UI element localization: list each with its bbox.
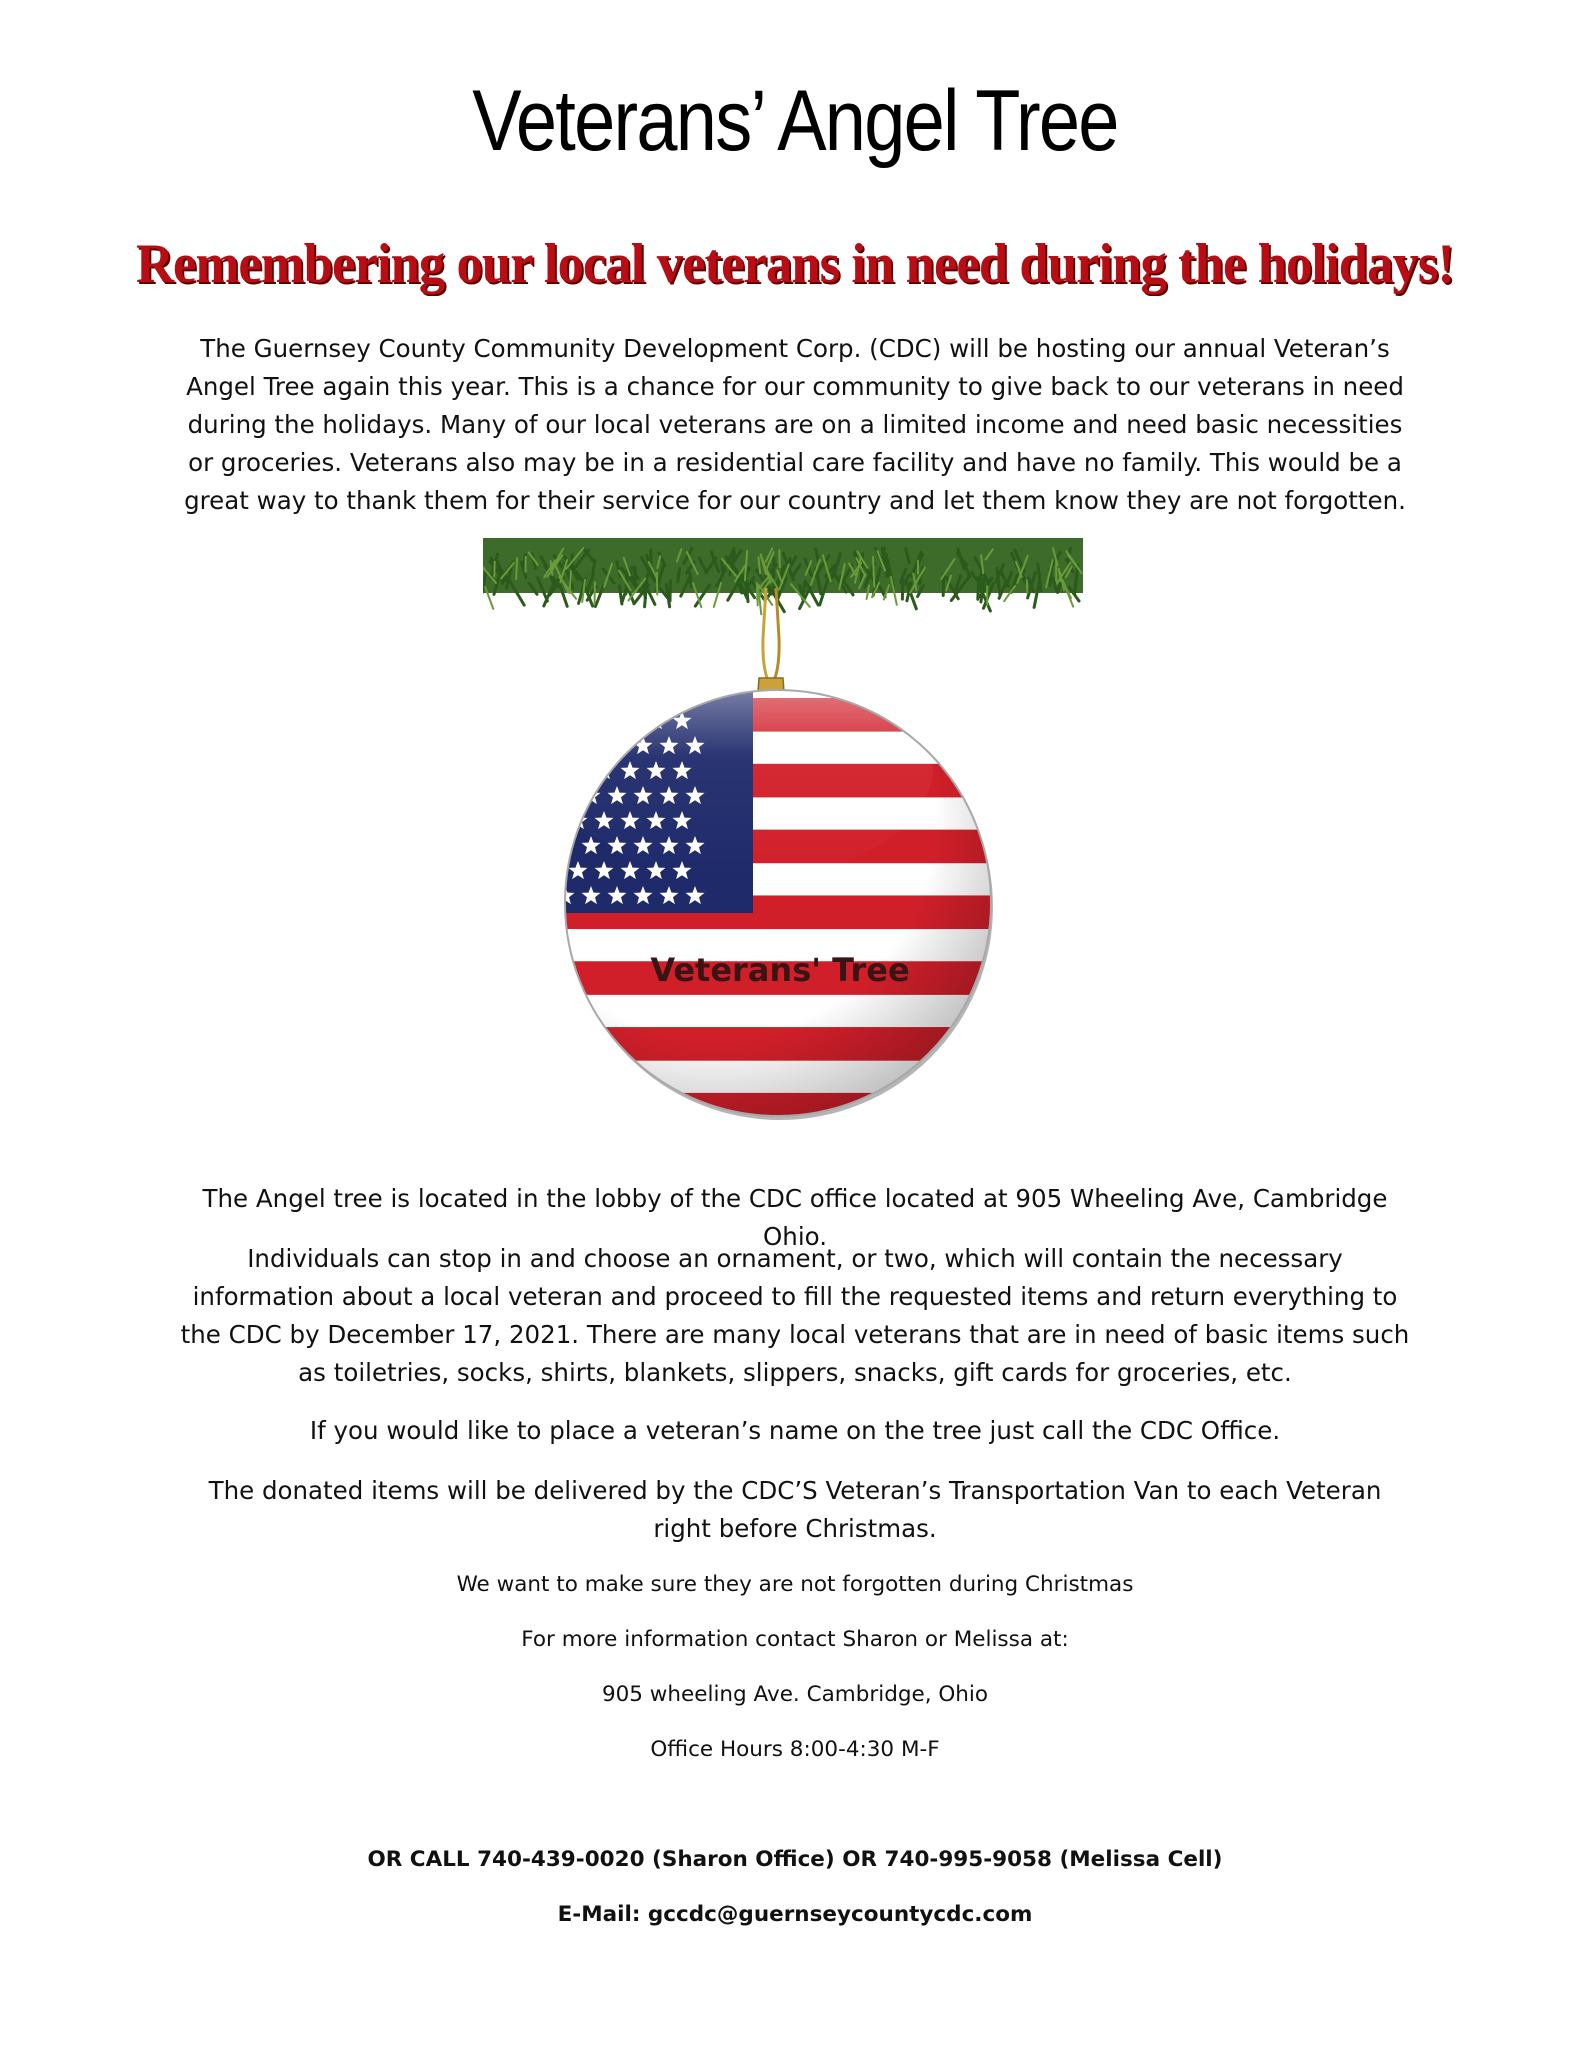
flag-star <box>621 711 640 729</box>
flag-star <box>634 686 653 704</box>
flag-star <box>582 686 601 704</box>
not-forgotten-line: We want to make sure they are not forgotten during Christmas <box>456 1572 1134 1597</box>
ornament-illustration <box>483 538 1083 1128</box>
flag-star <box>595 711 614 729</box>
page-title: Veterans’ Angel Tree <box>472 73 1118 169</box>
flag-star <box>556 786 575 804</box>
address-line: 905 wheeling Ave. Cambridge, Ohio <box>601 1682 989 1707</box>
instructions-paragraph: Individuals can stop in and choose an ornament, or two, which will contain the necessary information about a local veteran and proceed to fill the requested items and return everything to the CDC by December 17, 2021. There are many local veterans that are in need of basic items such as toiletries, socks, shirts, blankets, slippers, snacks, gift cards for groceries, etc. <box>180 1244 1410 1387</box>
ornament-label: Veterans' Tree <box>650 951 910 989</box>
call-line: OR CALL 740-439-0020 (Sharon Office) OR 740-995-9058 (Melissa Cell) <box>367 1847 1223 1872</box>
office-hours-line: Office Hours 8:00-4:30 M-F <box>650 1737 940 1762</box>
flag-star <box>608 686 627 704</box>
flag-star <box>686 686 705 704</box>
flag-star <box>556 686 575 704</box>
flag-star <box>569 711 588 729</box>
page-subtitle: Remembering our local veterans in need during the holidays! <box>135 233 1455 295</box>
place-name-paragraph: If you would like to place a veteran’s name on the tree just call the CDC Office. <box>309 1416 1281 1445</box>
flag-star <box>582 736 601 754</box>
more-info-line: For more information contact Sharon or Melissa at: <box>521 1627 1069 1652</box>
location-paragraph: The Angel tree is located in the lobby of the CDC office located at 905 Wheeling Ave, Cambridge Ohio. <box>202 1184 1388 1251</box>
intro-paragraph: The Guernsey County Community Development Corp. (CDC) will be hosting our annual Veteran’s Angel Tree again this year. This is a chance for our community to give back to our veterans in need during the holidays. Many of our local veterans are on a limited income and need basic necessities or groceries. Veterans also may be in a residential care facility and have no family. This would be a great way to thank them for their service for our country and let them know they are not forgotten. <box>184 334 1406 515</box>
delivery-paragraph: The donated items will be delivered by the CDC’S Veteran’s Transportation Van to each Veteran right before Christmas. <box>208 1476 1382 1543</box>
flag-star <box>660 686 679 704</box>
flag-ornament-icon <box>553 658 1013 1128</box>
flag-star <box>556 736 575 754</box>
flag-star <box>569 761 588 779</box>
email-line: E-Mail: gccdc@guernseycountycdc.com <box>557 1902 1033 1927</box>
flag-star <box>608 736 627 754</box>
pine-branch-icon <box>483 538 1083 614</box>
